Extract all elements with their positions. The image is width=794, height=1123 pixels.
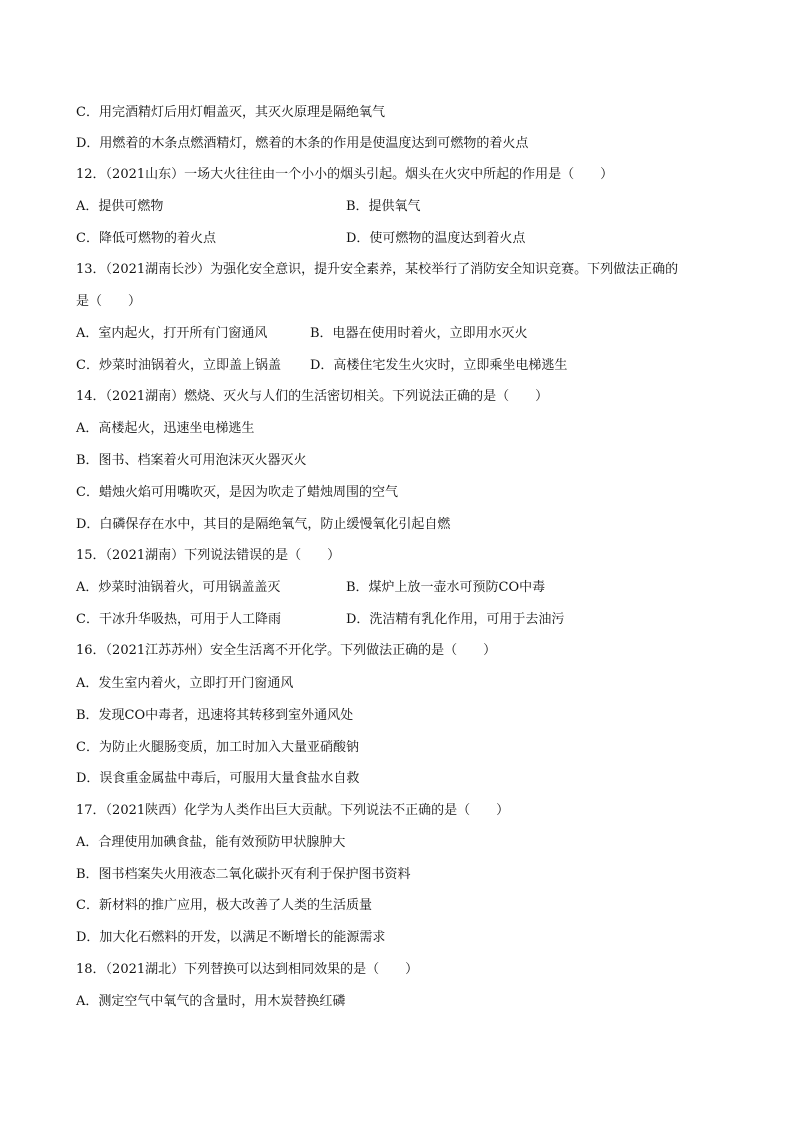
option-b: B．图书、档案着火可用泡沫灭火器灭火: [76, 453, 307, 468]
option-c: C．为防止火腿肠变质，加工时加入大量亚硝酸钠: [76, 740, 359, 755]
option-a: A．提供可燃物: [76, 199, 164, 214]
option-a: A．高楼起火，迅速坐电梯逃生: [76, 421, 255, 436]
option-b: B．发现CO中毒者，迅速将其转移到室外通风处: [76, 708, 354, 723]
option-b: B．电器在使用时着火，立即用水灭火: [310, 326, 528, 341]
options-row: [76, 579, 716, 597]
option-a: A．室内起火，打开所有门窗通风: [76, 326, 268, 341]
option-d: D．高楼住宅发生火灾时，立即乘坐电梯逃生: [310, 358, 568, 373]
options-row: [76, 357, 716, 375]
option-a: A．炒菜时油锅着火，可用锅盖盖灭: [76, 580, 281, 595]
option-c: C．炒菜时油锅着火，立即盖上锅盖: [76, 358, 281, 373]
option-c: C．新材料的推广应用，极大改善了人类的生活质量: [76, 898, 372, 913]
question-13-continued: 是（ ）: [76, 294, 142, 309]
option-c: C．干冰升华吸热，可用于人工降雨: [76, 612, 281, 627]
options-row: [76, 611, 716, 629]
option-d: D．误食重金属盐中毒后，可服用大量食盐水自救: [76, 771, 360, 786]
options-row: [76, 230, 716, 248]
question-13: 13．（2021湖南长沙）为强化安全意识，提升安全素养，某校举行了消防安全知识竞赛。下列做法正确的: [76, 262, 679, 277]
option-b: B．提供氧气: [346, 199, 421, 214]
question-16: 16．（2021江苏苏州）安全生活离不开化学。下列做法正确的是（ ）: [76, 643, 497, 658]
question-18: 18．（2021湖北）下列替换可以达到相同效果的是（ ）: [76, 962, 419, 977]
question-15: 15．（2021湖南）下列说法错误的是（ ）: [76, 548, 341, 563]
question-14: 14．（2021湖南）燃烧、灭火与人们的生活密切相关。下列说法正确的是（ ）: [76, 389, 549, 404]
option-a: A．合理使用加碘食盐，能有效预防甲状腺肿大: [76, 835, 346, 850]
option-d: D．使可燃物的温度达到着火点: [346, 231, 526, 246]
option-b: B．煤炉上放一壶水可预防CO中毒: [346, 580, 546, 595]
question-17: 17．（2021陕西）化学为人类作出巨大贡献。下列说法不正确的是（ ）: [76, 803, 510, 818]
options-row: [76, 325, 716, 343]
option-c: C．降低可燃物的着火点: [76, 231, 216, 246]
option-c: C．蜡烛火焰可用嘴吹灭，是因为吹走了蜡烛周围的空气: [76, 485, 398, 500]
options-row: [76, 198, 716, 216]
option-a: A．发生室内着火，立即打开门窗通风: [76, 676, 294, 691]
option-line: D．用燃着的木条点燃酒精灯，燃着的木条的作用是使温度达到可燃物的着火点: [76, 136, 529, 151]
option-a: A．测定空气中氧气的含量时，用木炭替换红磷: [76, 994, 346, 1009]
option-line: C．用完酒精灯后用灯帽盖灭，其灭火原理是隔绝氧气: [76, 105, 385, 120]
option-d: D．白磷保存在水中，其目的是隔绝氧气，防止缓慢氧化引起自燃: [76, 517, 451, 532]
option-d: D．洗洁精有乳化作用，可用于去油污: [346, 612, 565, 627]
question-12: 12．（2021山东）一场大火往往由一个小小的烟头引起。烟头在火灾中所起的作用是（ ）: [76, 167, 614, 182]
option-b: B．图书档案失火用液态二氧化碳扑灭有利于保护图书资料: [76, 867, 411, 882]
option-d: D．加大化石燃料的开发，以满足不断增长的能源需求: [76, 930, 386, 945]
